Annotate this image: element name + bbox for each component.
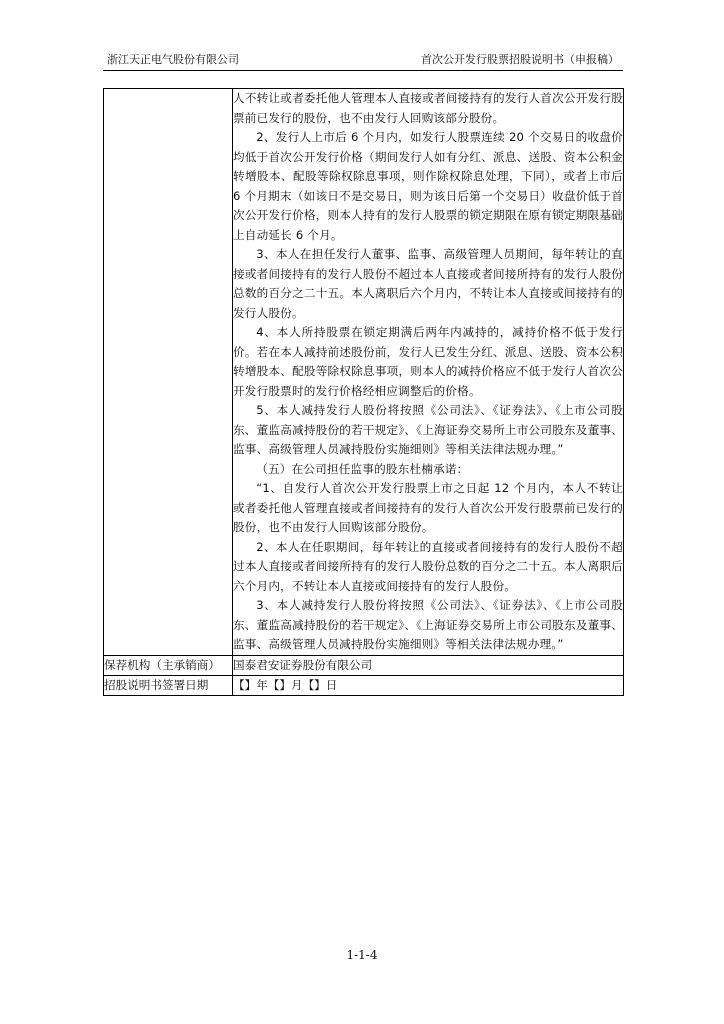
commitment-heading: （五）在公司担任监事的股东杜楠承诺： <box>256 461 469 476</box>
signing-date-row <box>104 675 624 695</box>
signing-date-value: 【】年【】月【】日 <box>233 675 624 695</box>
company-name: 浙江天正电气股份有限公司 <box>107 53 239 66</box>
commitment-paragraph: 人不转让或者委托他人管理本人直接或者间接持有的发行人首次公开发行股票前已发行的股份，也不由发行人回购该部分股份。 <box>233 91 623 125</box>
commitment-paragraph: 3、本人在担任发行人董事、监事、高级管理人员期间，每年转让的直接或者间接持有的发行人股份不超过本人直接或者间接所持有的发行人股份总数的百分之二十五。本人离职后六个月内，不转让本人直接或间接持有的发行人股份。 <box>233 247 623 320</box>
prospectus-info-table <box>103 88 624 696</box>
commitment-row <box>104 89 624 656</box>
commitment-paragraph: “1、自发行人首次公开发行股票上市之日起 12 个月内，本人不转让或者委托他人管理直接或者间接持有的发行人首次公开发行股票前已发行的股份，也不由发行人回购该部分股份。 <box>233 481 623 534</box>
commitment-content-cell <box>233 89 624 656</box>
commitment-paragraph: 4、本人所持股票在锁定期满后两年内减持的，减持价格不低于发行价。若在本人减持前述股份前，发行人已发生分红、派息、送股、资本公积转增股本、配股等除权除息事项，则本人的减持价格应不低于发行人首次公开发行股票时的发行价格经相应调整后的价格。 <box>233 325 623 398</box>
sponsor-label: 保荐机构（主承销商） <box>104 655 233 675</box>
document-title: 首次公开发行股票招股说明书（申报稿） <box>421 53 619 66</box>
signing-date-label: 招股说明书签署日期 <box>104 675 233 695</box>
commitment-paragraph: 3、本人减持发行人股份将按照《公司法》、《证券法》、《上市公司股东、董监高减持股份的若干规定》、《上海证券交易所上市公司股东及董事、监事、高级管理人员减持股份实施细则》等相关法律法规办理。” <box>233 598 623 651</box>
commitment-label-cell <box>104 89 233 656</box>
page-header <box>103 50 623 71</box>
sponsor-row <box>104 655 624 675</box>
commitment-paragraph: 2、发行人上市后 6 个月内，如发行人股票连续 20 个交易日的收盘价均低于首次公开发行价格（期间发行人如有分红、派息、送股、资本公积金转增股本、配股等除权除息事项，则作除权除息处理，下同），或者上市后 6 个月期末（如该日不是交易日，则为该日后第一个交易日）收盘价低于首次公开发行价格，则本人持有的发行人股票的锁定期限在原有锁定期限基础上自动延长 6 个月。 <box>233 130 623 242</box>
sponsor-value: 国泰君安证券股份有限公司 <box>233 655 624 675</box>
commitment-paragraph: 2、本人在任职期间，每年转让的直接或者间接持有的发行人股份不超过本人直接或者间接所持有的发行人股份总数的百分之二十五。本人离职后六个月内，不转让本人直接或间接持有的发行人股份。 <box>233 539 623 593</box>
page-number: 1-1-4 <box>346 948 378 962</box>
commitment-paragraph: 5、本人减持发行人股份将按照《公司法》、《证券法》、《上市公司股东、董监高减持股份的若干规定》、《上海证券交易所上市公司股东及董事、监事、高级管理人员减持股份实施细则》等相关法律法规办理。” <box>233 403 623 456</box>
